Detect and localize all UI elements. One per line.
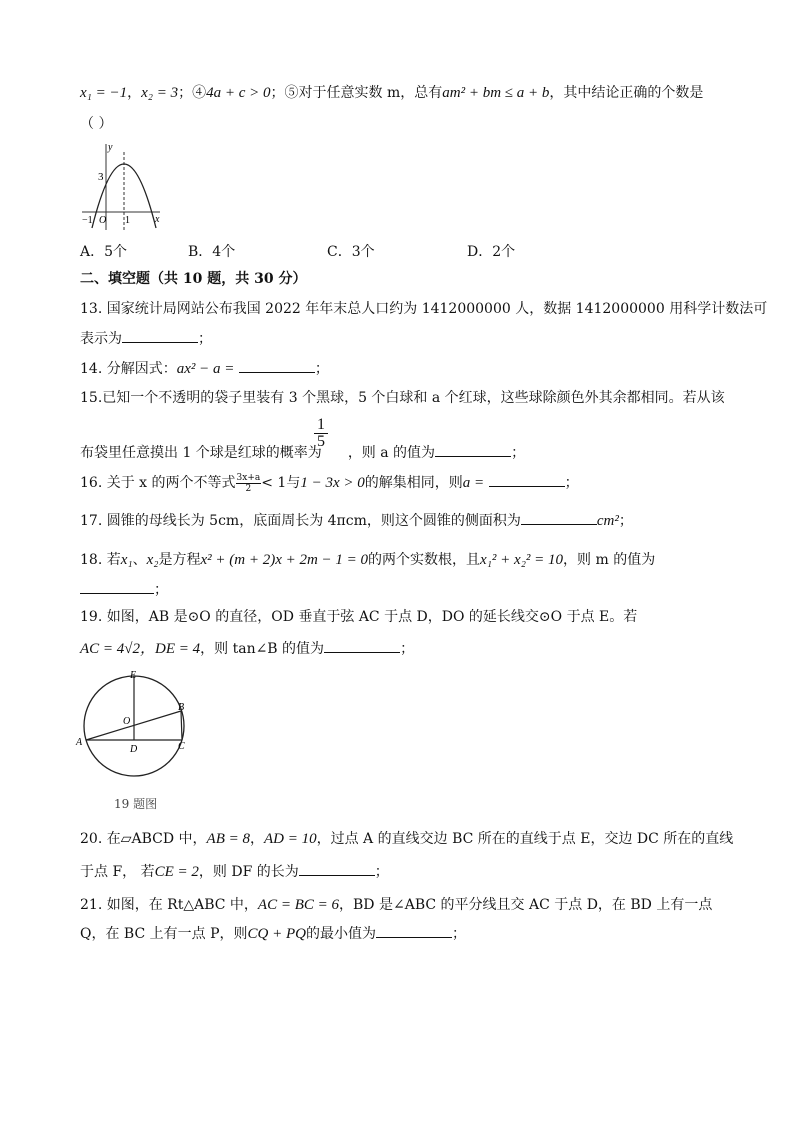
q15-text-b: ，则 a 的值为 [347,445,436,461]
q19-circle-figure [74,670,204,790]
q12-origin-label: O [99,215,107,226]
q19-given: AC = 4√2，DE = 4 [80,641,201,657]
q15-answer-blank [435,442,511,457]
q16-frac-den: 2 [245,483,252,494]
q17-end: ； [618,513,633,529]
q20-answer-blank [299,861,375,876]
q12-three-label: 3 [98,171,104,183]
q18-sep: 、 [132,552,147,568]
q12-cond5-expr: am² + bm ≤ a + b [442,85,550,101]
q20-ab: AB = 8 [206,831,250,847]
q19-end: ； [400,641,415,657]
q20-end: ； [374,864,389,880]
q18-line-2 [80,579,168,599]
q18-text-c: 的两个实数根，且 [368,552,481,568]
q20-label: 20. 在▱ABCD 中， [80,831,207,847]
q21-line-1 [80,896,712,914]
q12-root-x2: x₂ = 3 [141,85,179,101]
q19-line-2 [80,638,414,658]
q14-answer-blank [239,358,315,373]
q18-equation: x² + (m + 2)x + 2m − 1 = 0 [200,552,369,568]
q19-label-d: D [130,744,138,755]
q15-line-2 [80,442,525,462]
q16-ineq: < 1 [261,475,287,491]
q16-label: 16. 关于 x 的两个不等式 [80,475,236,491]
q21-label: 21. 如图，在 Rt△ABC 中， [80,897,258,913]
q15-frac-den: 5 [317,433,325,450]
q21-expr: CQ + PQ [247,926,306,942]
q14-label: 14. 分解因式： [80,361,177,377]
q16-end: ； [564,475,579,491]
q12-option-b: B．4个 [188,244,236,260]
q12-one-label: 1 [125,215,130,226]
q21-text-b: ，BD 是∠ABC 的平分线且交 AC 于点 D，在 BD 上有一点 [339,897,713,913]
q19-label-e: E [130,670,137,681]
q21-text-c: Q，在 BC 上有一点 P，则 [80,926,248,942]
q16-line [80,472,579,494]
q12-root-x1: x₁ = −1 [80,85,128,101]
q19-label-b: B [178,702,185,713]
q12-x-label: x [155,214,160,225]
q12-question: ，其中结论正确的个数是 [549,85,704,101]
q12-option-c: C．3个 [327,244,375,260]
q12-y-label: y [108,142,113,153]
q21-end: ； [451,926,466,942]
q21-line-2 [80,923,466,943]
q12-cond4-label: ；④ [178,85,207,101]
q13-answer-blank [122,328,198,343]
q14-end: ； [314,361,329,377]
q18-text-d: ，则 m 的值为 [563,552,656,568]
q18-condition: x₁² + x₂² = 10 [480,552,564,568]
section-title: 二、填空题（共 10 题，共 30 分） [80,271,307,287]
q12-cond4-expr: 4a + c > 0 [206,85,271,101]
q18-answer-blank [80,579,154,594]
q16-mid: 的解集相同，则 [364,475,463,491]
q20-text-c: 于点 F， 若 [80,864,155,880]
q20-ad: AD = 10 [263,831,317,847]
q20-ce: CE = 2 [154,864,199,880]
q15-line-1: 15.已知一个不透明的袋子里装有 3 个黑球，5 个白球和 a 个红球，这些球除颜色外其余都相同。若从该 [80,390,725,406]
q14-line [80,358,329,378]
q12-line-2: （ ） [80,116,113,132]
q19-caption: 19 题图 [114,797,158,811]
q13-label: 表示为 [80,331,122,347]
q12-line-1 [80,84,703,102]
q21-text-d: 的最小值为 [305,926,376,942]
q19-label-c: C [178,741,185,752]
q20-line-2 [80,861,389,881]
q18-end: ； [154,582,168,598]
q19-label-a: A [76,737,83,748]
q19-segment-bc [181,711,182,740]
q20-line-1 [80,830,733,848]
q18-x1: x₁ [120,552,133,568]
q18-x2: x₂ [146,552,159,568]
q17-unit: cm² [596,513,619,529]
q17-answer-blank [521,510,597,525]
q19-line-1: 19. 如图，AB 是⊙O 的直径，OD 垂直于弦 AC 于点 D，DO 的延长线交⊙O 于点 E。若 [80,609,638,625]
q12-option-a: A．5个 [80,244,128,260]
q16-expr-a: a = [462,475,485,491]
q12-sep: ， [127,85,142,101]
q16-answer-blank [489,472,565,487]
q13-line-2 [80,328,212,348]
q15-frac-num: 1 [314,417,328,434]
q12-neg1-label: −1 [82,215,93,226]
q13-line-1: 13. 国家统计局网站公布我国 2022 年年末总人口约为 1412000000 人，数据 1412000000 用科学计数法可 [80,301,768,317]
q17-line [80,510,633,530]
q16-and: 与 [286,475,301,491]
q16-fraction [236,473,262,494]
q12-parabola-graph [80,140,170,232]
q21-given: AC = BC = 6 [257,897,340,913]
q17-text: 17. 圆锥的母线长为 5cm，底面周长为 4πcm，则这个圆锥的侧面积为 [80,513,521,529]
q18-label: 18. 若 [80,552,121,568]
q20-sep: ， [249,831,264,847]
q12-option-d: D．2个 [467,244,516,260]
q12-cond5-label: ；⑤对于任意实数 m，总有 [270,85,443,101]
q19-label-o: O [123,716,131,727]
q15-text-a: 布袋里任意摸出 1 个球是红球的概率为 [80,445,322,461]
q20-text-b: ，过点 A 的直线交边 BC 所在的直线于点 E，交边 DC 所在的直线 [316,831,734,847]
q13-end: ； [198,331,212,347]
q14-expr: ax² − a = [176,361,235,377]
q19-answer-blank [324,638,400,653]
q20-text-d: ，则 DF 的长为 [198,864,299,880]
q18-line-1 [80,551,655,569]
q15-end: ； [511,445,526,461]
q16-ineq2: 1 − 3x > 0 [300,475,365,491]
q21-answer-blank [376,923,452,938]
q19-text: ，则 tan∠B 的值为 [200,641,325,657]
q18-text-b: 是方程 [158,552,201,568]
q16-frac-num: 3x+a [236,472,261,483]
